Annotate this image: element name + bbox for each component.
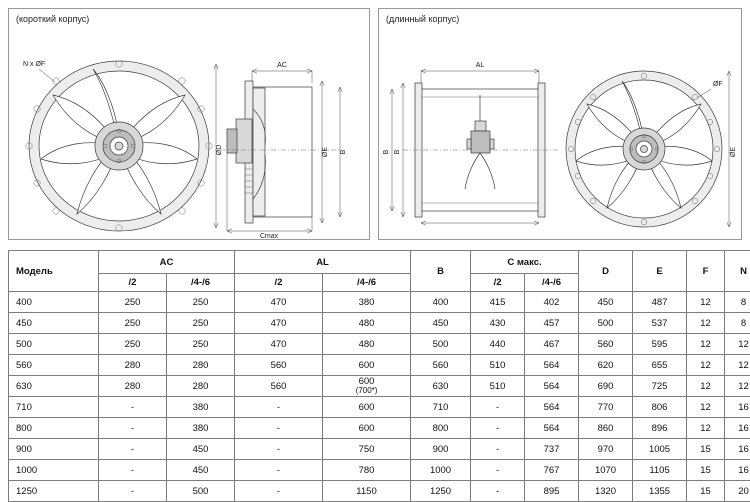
cell-ac2: - <box>99 397 167 418</box>
header-ac-46: /4-/6 <box>167 274 235 292</box>
cell-al2: - <box>235 481 323 502</box>
cell-ac46: 280 <box>167 376 235 397</box>
cell-c2: 510 <box>471 355 525 376</box>
header-ac: AC <box>99 251 235 274</box>
cell-ac46: 250 <box>167 292 235 313</box>
cell-f: 15 <box>687 460 725 481</box>
svg-text:ØE: ØE <box>322 147 329 157</box>
cell-b: 1250 <box>411 481 471 502</box>
cell-d: 500 <box>579 313 633 334</box>
cell-c2: 430 <box>471 313 525 334</box>
cell-al2: 470 <box>235 334 323 355</box>
cell-n: 16 <box>725 460 750 481</box>
cell-n: 16 <box>725 439 750 460</box>
cell-e: 595 <box>633 334 687 355</box>
cell-al46: 480 <box>323 313 411 334</box>
cell-ac46: 380 <box>167 397 235 418</box>
svg-text:N x ØF: N x ØF <box>23 61 45 68</box>
cell-f: 12 <box>687 397 725 418</box>
cell-al46: 480 <box>323 334 411 355</box>
cell-al46: 600 (700*) <box>323 376 411 397</box>
cell-ac2: 280 <box>99 355 167 376</box>
dimension-table-body <box>9 292 750 502</box>
svg-text:ØF: ØF <box>713 81 723 88</box>
cell-c46: 467 <box>525 334 579 355</box>
header-model: Модель <box>9 251 99 292</box>
cell-c46: 895 <box>525 481 579 502</box>
table-row <box>9 355 750 376</box>
cell-f: 12 <box>687 418 725 439</box>
cell-d: 1070 <box>579 460 633 481</box>
cell-ac46: 500 <box>167 481 235 502</box>
cell-n: 8 <box>725 313 750 334</box>
cell-c46: 564 <box>525 376 579 397</box>
header-e: E <box>633 251 687 292</box>
cell-ac2: 280 <box>99 376 167 397</box>
cell-n: 16 <box>725 397 750 418</box>
table-row <box>9 334 750 355</box>
cell-f: 15 <box>687 481 725 502</box>
header-ac-2: /2 <box>99 274 167 292</box>
cell-al46: 600 <box>323 355 411 376</box>
cell-c46: 402 <box>525 292 579 313</box>
cell-d: 560 <box>579 334 633 355</box>
cell-c46: 457 <box>525 313 579 334</box>
cell-d: 970 <box>579 439 633 460</box>
cell-model: 800 <box>9 418 99 439</box>
cell-n: 12 <box>725 376 750 397</box>
svg-text:B: B <box>340 149 347 154</box>
svg-text:B: B <box>394 149 401 154</box>
cell-al2: 560 <box>235 376 323 397</box>
cell-f: 12 <box>687 355 725 376</box>
cell-ac46: 380 <box>167 418 235 439</box>
panel-long-housing <box>378 8 742 240</box>
header-b: B <box>411 251 471 292</box>
cell-al2: - <box>235 439 323 460</box>
dimension-table-area <box>8 250 742 502</box>
cell-al2: 470 <box>235 292 323 313</box>
cell-model: 1250 <box>9 481 99 502</box>
header-al-2: /2 <box>235 274 323 292</box>
cell-f: 12 <box>687 376 725 397</box>
cell-c2: - <box>471 439 525 460</box>
table-row <box>9 313 750 334</box>
header-n: N <box>725 251 750 292</box>
cell-al46: 600 <box>323 418 411 439</box>
cell-al46: 1150 <box>323 481 411 502</box>
cell-model: 560 <box>9 355 99 376</box>
cell-b: 1000 <box>411 460 471 481</box>
table-row <box>9 397 750 418</box>
cell-al46: 380 <box>323 292 411 313</box>
cell-n: 8 <box>725 292 750 313</box>
cell-e: 1105 <box>633 460 687 481</box>
dimension-table <box>8 250 750 502</box>
cell-e: 655 <box>633 355 687 376</box>
cell-b: 800 <box>411 418 471 439</box>
cell-model: 500 <box>9 334 99 355</box>
cell-al46: 750 <box>323 439 411 460</box>
cell-ac2: - <box>99 418 167 439</box>
cell-d: 1320 <box>579 481 633 502</box>
table-row <box>9 460 750 481</box>
cell-al46: 780 <box>323 460 411 481</box>
cell-c46: 564 <box>525 397 579 418</box>
svg-text:ØD: ØD <box>216 145 223 156</box>
header-cmax-46: /4-/6 <box>525 274 579 292</box>
short-housing-drawing <box>9 9 369 239</box>
cell-b: 900 <box>411 439 471 460</box>
panel-short-housing <box>8 8 370 240</box>
cell-c46: 564 <box>525 418 579 439</box>
cell-model: 450 <box>9 313 99 334</box>
drawing-panels <box>8 8 742 240</box>
cell-f: 12 <box>687 334 725 355</box>
cell-model: 630 <box>9 376 99 397</box>
cell-d: 620 <box>579 355 633 376</box>
panel-short-housing-caption: (короткий корпус) <box>16 14 89 24</box>
cell-al2: 560 <box>235 355 323 376</box>
cell-f: 12 <box>687 313 725 334</box>
cell-al2: - <box>235 460 323 481</box>
cell-b: 710 <box>411 397 471 418</box>
table-row <box>9 439 750 460</box>
cell-c2: 510 <box>471 376 525 397</box>
header-d: D <box>579 251 633 292</box>
header-al: AL <box>235 251 411 274</box>
cell-n: 20 <box>725 481 750 502</box>
long-housing-drawing <box>379 9 741 239</box>
cell-al2: 470 <box>235 313 323 334</box>
cell-c46: 564 <box>525 355 579 376</box>
cell-e: 896 <box>633 418 687 439</box>
cell-ac2: - <box>99 439 167 460</box>
cell-d: 860 <box>579 418 633 439</box>
header-cmax-2: /2 <box>471 274 525 292</box>
header-cmax: С макс. <box>471 251 579 274</box>
cell-d: 690 <box>579 376 633 397</box>
cell-model: 400 <box>9 292 99 313</box>
cell-ac2: 250 <box>99 334 167 355</box>
cell-e: 1355 <box>633 481 687 502</box>
cell-ac2: - <box>99 481 167 502</box>
cell-n: 12 <box>725 334 750 355</box>
cell-n: 16 <box>725 418 750 439</box>
cell-e: 537 <box>633 313 687 334</box>
cell-f: 12 <box>687 292 725 313</box>
cell-al46: 600 <box>323 397 411 418</box>
cell-ac46: 450 <box>167 460 235 481</box>
cell-c2: 440 <box>471 334 525 355</box>
svg-text:ØE: ØE <box>730 147 737 157</box>
cell-b: 450 <box>411 313 471 334</box>
cell-d: 450 <box>579 292 633 313</box>
cell-c46: 767 <box>525 460 579 481</box>
cell-ac46: 250 <box>167 334 235 355</box>
cell-n: 12 <box>725 355 750 376</box>
cell-ac2: 250 <box>99 292 167 313</box>
cell-d: 770 <box>579 397 633 418</box>
cell-e: 1005 <box>633 439 687 460</box>
table-row <box>9 418 750 439</box>
cell-ac46: 250 <box>167 313 235 334</box>
cell-al2: - <box>235 397 323 418</box>
cell-e: 487 <box>633 292 687 313</box>
header-f: F <box>687 251 725 292</box>
cell-e: 725 <box>633 376 687 397</box>
cell-model: 1000 <box>9 460 99 481</box>
cell-c2: - <box>471 397 525 418</box>
cell-model: 710 <box>9 397 99 418</box>
cell-c2: 415 <box>471 292 525 313</box>
svg-text:B: B <box>383 149 390 154</box>
table-row <box>9 481 750 502</box>
table-row <box>9 376 750 397</box>
table-row <box>9 292 750 313</box>
svg-text:AL: AL <box>476 62 485 69</box>
cell-b: 560 <box>411 355 471 376</box>
panel-long-housing-caption: (длинный корпус) <box>386 14 459 24</box>
cell-b: 400 <box>411 292 471 313</box>
cell-ac46: 450 <box>167 439 235 460</box>
cell-ac46: 280 <box>167 355 235 376</box>
cell-c2: - <box>471 481 525 502</box>
svg-text:AC: AC <box>277 62 287 69</box>
header-al-46: /4-/6 <box>323 274 411 292</box>
cell-ac2: 250 <box>99 313 167 334</box>
cell-ac2: - <box>99 460 167 481</box>
cell-c2: - <box>471 460 525 481</box>
cell-al2: - <box>235 418 323 439</box>
cell-e: 806 <box>633 397 687 418</box>
cell-b: 500 <box>411 334 471 355</box>
cell-model: 900 <box>9 439 99 460</box>
cell-c46: 737 <box>525 439 579 460</box>
cell-b: 630 <box>411 376 471 397</box>
svg-text:Cmax: Cmax <box>260 233 279 240</box>
cell-c2: - <box>471 418 525 439</box>
cell-f: 15 <box>687 439 725 460</box>
